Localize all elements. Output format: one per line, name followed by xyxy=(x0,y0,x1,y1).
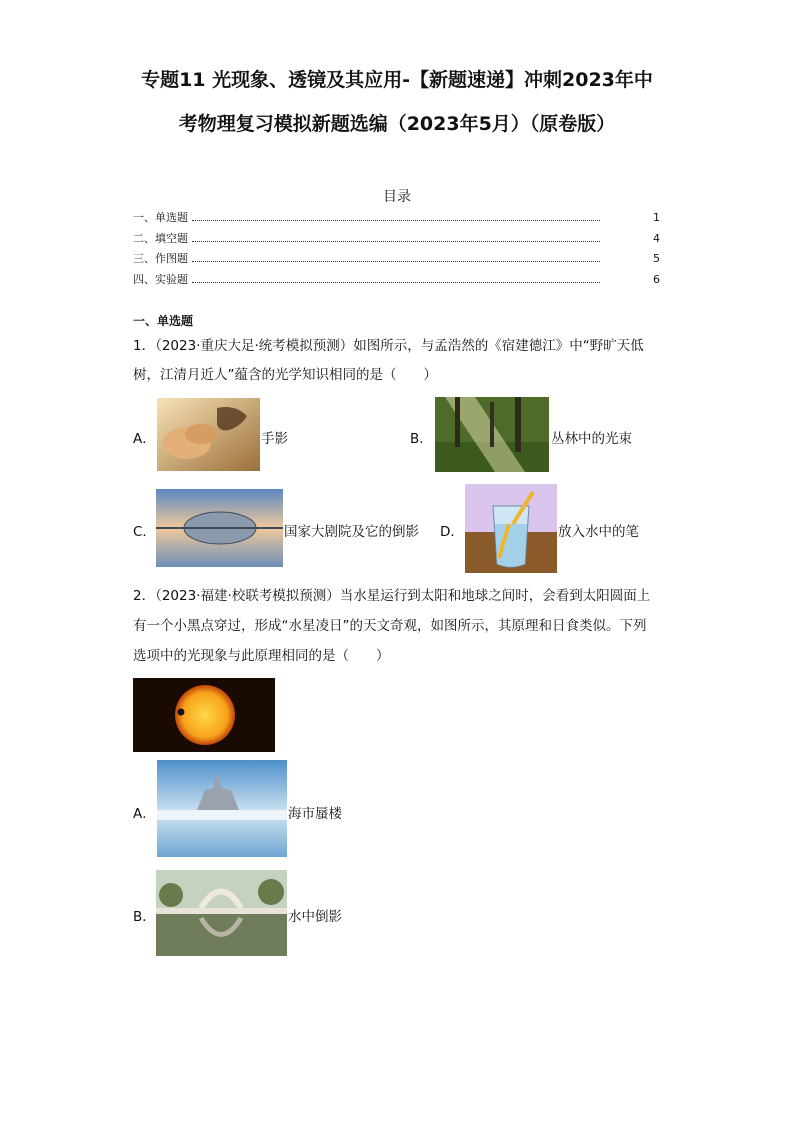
question-2-line-1: 2．（2023·福建·校联考模拟预测）当水星运行到太阳和地球之间时，会看到太阳圆面上 xyxy=(133,588,651,604)
q1-option-a-letter: A． xyxy=(133,431,156,447)
q1-option-d-letter: D． xyxy=(440,524,464,540)
q2-option-a-letter: A． xyxy=(133,806,156,822)
section-heading-single-choice: 一、单选题 xyxy=(133,314,194,328)
toc-item-label: 二、填空题 xyxy=(133,232,188,245)
question-2-line-3: 选项中的光现象与此原理相同的是（ ） xyxy=(133,648,390,664)
toc-item-single-choice[interactable] xyxy=(133,207,660,225)
toc-leader-dots xyxy=(192,260,600,262)
q1-option-b-text: 丛林中的光束 xyxy=(551,431,632,447)
q1-option-c-text: 国家大剧院及它的倒影 xyxy=(284,524,419,540)
document-title-line-2: 考物理复习模拟新题选编（2023年5月）（原卷版） xyxy=(178,113,616,135)
q1-option-d-text: 放入水中的笔 xyxy=(558,524,639,540)
q1-option-c-letter: C． xyxy=(133,524,156,540)
toc-item-page: 4 xyxy=(653,232,660,245)
forest-light-beam-image xyxy=(435,397,549,472)
mirage-image xyxy=(157,760,287,857)
q1-option-a-text: 手影 xyxy=(261,431,288,447)
toc-item-label: 四、实验题 xyxy=(133,273,188,286)
toc-leader-dots xyxy=(192,219,600,221)
national-theater-reflection-image xyxy=(156,489,283,567)
toc-item-page: 6 xyxy=(653,273,660,286)
question-2-line-2: 有一个小黑点穿过，形成“水星凌日”的天文奇观，如图所示，其原理和日食类似。下列 xyxy=(133,618,647,634)
toc-item-label: 一、单选题 xyxy=(133,211,188,224)
toc-item-page: 1 xyxy=(653,211,660,224)
toc-item-page: 5 xyxy=(653,252,660,265)
question-1-line-1: 1．（2023·重庆大足·统考模拟预测）如图所示，与孟浩然的《宿建德江》中“野旷天低 xyxy=(133,338,644,354)
q2-option-b-letter: B． xyxy=(133,909,156,925)
toc-item-drawing[interactable] xyxy=(133,248,660,266)
question-1-line-2: 树，江清月近人”蕴含的光学知识相同的是（ ） xyxy=(133,367,437,383)
q2-option-a-text: 海市蜃楼 xyxy=(288,806,342,822)
hand-shadow-image xyxy=(157,398,260,471)
toc-item-experiment[interactable] xyxy=(133,269,660,287)
pencil-in-water-image xyxy=(465,484,557,573)
q1-option-b-letter: B． xyxy=(410,431,433,447)
q2-option-b-text: 水中倒影 xyxy=(288,909,342,925)
toc-leader-dots xyxy=(192,240,600,242)
toc-leader-dots xyxy=(192,281,600,283)
mercury-transit-image xyxy=(133,678,275,752)
toc-heading: 目录 xyxy=(383,189,411,205)
document-title-line-1: 专题11 光现象、透镜及其应用-【新题速递】冲刺2023年中 xyxy=(141,69,653,91)
toc-item-label: 三、作图题 xyxy=(133,252,188,265)
bridge-reflection-image xyxy=(156,870,287,956)
toc-item-fill-blank[interactable] xyxy=(133,228,660,246)
